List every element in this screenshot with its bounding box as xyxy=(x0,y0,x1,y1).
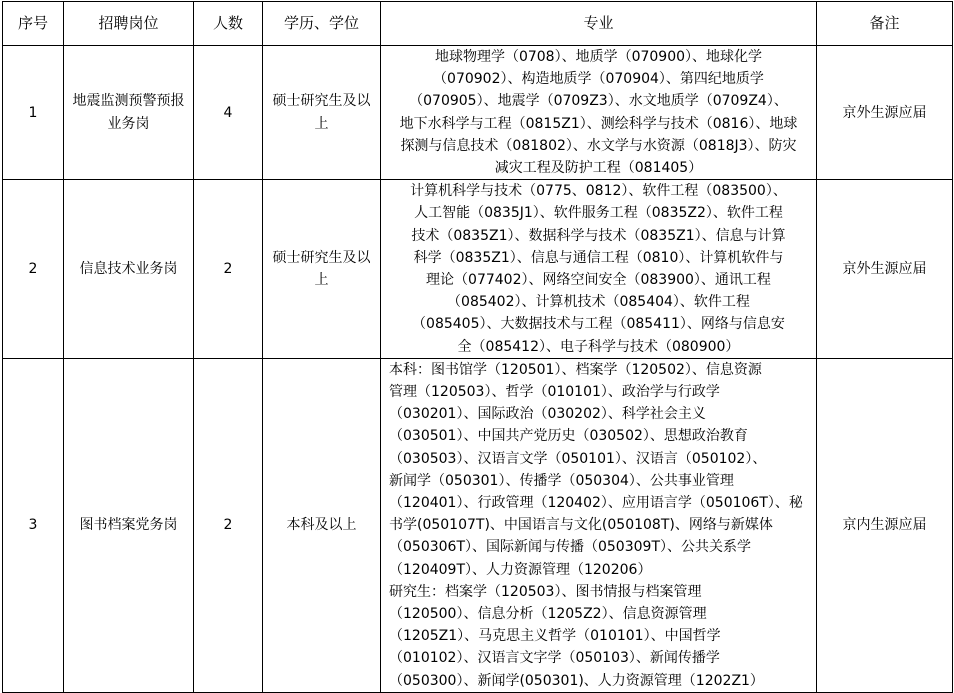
table-row xyxy=(3,180,953,359)
row-count: 4 xyxy=(194,46,263,180)
major-line: 管理（120503）、哲学（010101）、政治学与行政学 xyxy=(389,384,720,401)
major-line: 本科：图书馆学（120501）、档案学（120502）、信息资源 xyxy=(389,361,762,378)
row-position: 信息技术业务岗 xyxy=(64,180,194,359)
row-count: 2 xyxy=(194,358,263,692)
major-line: 新闻学（050301）、传播学（050304）、公共事业管理 xyxy=(389,472,734,489)
major-line: （070905）、地震学（0709Z3）、水文地质学（0709Z4）、 xyxy=(409,93,788,110)
row-no: 1 xyxy=(3,46,64,180)
header-row xyxy=(3,2,953,46)
major-line: 减灾工程及防护工程（081405） xyxy=(494,160,703,177)
row-position: 图书档案党务岗 xyxy=(64,358,194,692)
row-major xyxy=(381,358,817,692)
major-line: （120401）、行政管理（120402）、应用语言学（050106T）、秘 xyxy=(389,495,803,512)
major-line: （050300）、新闻学(050301)、人力资源管理（1202Z1） xyxy=(389,672,764,689)
recruitment-table xyxy=(2,1,953,693)
major-line: （050306T）、国际新闻与传播（050309T）、公共关系学 xyxy=(389,539,751,556)
row-note: 京内生源应届 xyxy=(817,358,953,692)
row-education: 硕士研究生及以上 xyxy=(263,46,381,180)
header-education: 学历、学位 xyxy=(263,2,381,46)
major-line: （085405）、大数据技术与工程（085411）、网络与信息安 xyxy=(412,316,785,333)
row-position: 地震监测预警预报业务岗 xyxy=(64,46,194,180)
row-major xyxy=(381,180,817,359)
row-note: 京外生源应届 xyxy=(817,180,953,359)
major-line: 科学（0835Z1）、信息与通信工程（0810）、计算机软件与 xyxy=(413,249,784,266)
row-education: 硕士研究生及以上 xyxy=(263,180,381,359)
major-line: （1205Z1）、马克思主义哲学（010101）、中国哲学 xyxy=(389,628,721,645)
major-line: （030501）、中国共产党历史（030502）、思想政治教育 xyxy=(389,428,748,445)
major-line: 技术（0835Z1）、数据科学与技术（0835Z1）、信息与计算 xyxy=(411,227,786,244)
header-no: 序号 xyxy=(3,2,64,46)
header-note: 备注 xyxy=(817,2,953,46)
major-line: （030201）、国际政治（030202）、科学社会主义 xyxy=(389,406,706,423)
header-position: 招聘岗位 xyxy=(64,2,194,46)
row-count: 2 xyxy=(194,180,263,359)
row-no: 2 xyxy=(3,180,64,359)
header-major: 专业 xyxy=(381,2,817,46)
major-line: （030503）、汉语言文学（050101）、汉语言（050102）、 xyxy=(389,450,767,467)
major-line: 全（085412）、电子科学与技术（080900） xyxy=(457,338,740,355)
major-line: （070902）、构造地质学（070904）、第四纪地质学 xyxy=(433,71,764,88)
major-line: 研究生：档案学（120503）、图书情报与档案管理 xyxy=(389,583,702,600)
major-line: 地球物理学（0708）、地质学（070900）、地球化学 xyxy=(434,49,763,65)
major-line: （085402）、计算机技术（085404）、软件工程 xyxy=(447,294,750,311)
row-major xyxy=(381,46,817,180)
table-row xyxy=(3,358,953,692)
major-line: 计算机科学与技术（0775、0812）、软件工程（083500）、 xyxy=(410,183,787,200)
major-line: （010102）、汉语言文字学（050103）、新闻传播学 xyxy=(389,650,720,667)
major-line: （120500）、信息分析（1205Z2）、信息资源管理 xyxy=(389,606,707,623)
major-line: 探测与信息技术（081802）、水文学与水资源（0818J3）、防灾 xyxy=(400,137,797,154)
row-note: 京外生源应届 xyxy=(817,46,953,180)
major-line: 人工智能（0835J1）、软件服务工程（0835Z2）、软件工程 xyxy=(414,205,783,222)
table-row xyxy=(3,46,953,180)
major-line: 地下水科学与工程（0815Z1）、测绘科学与技术（0816）、地球 xyxy=(399,115,798,132)
major-line: 理论（077402）、网络空间安全（083900）、通讯工程 xyxy=(426,272,771,289)
major-line: （120409T）、人力资源管理（120206） xyxy=(389,561,652,578)
major-line: 书学(050107T)、中国语言与文化(050108T)、网络与新媒体 xyxy=(389,517,773,534)
row-no: 3 xyxy=(3,358,64,692)
row-education: 本科及以上 xyxy=(263,358,381,692)
header-count: 人数 xyxy=(194,2,263,46)
